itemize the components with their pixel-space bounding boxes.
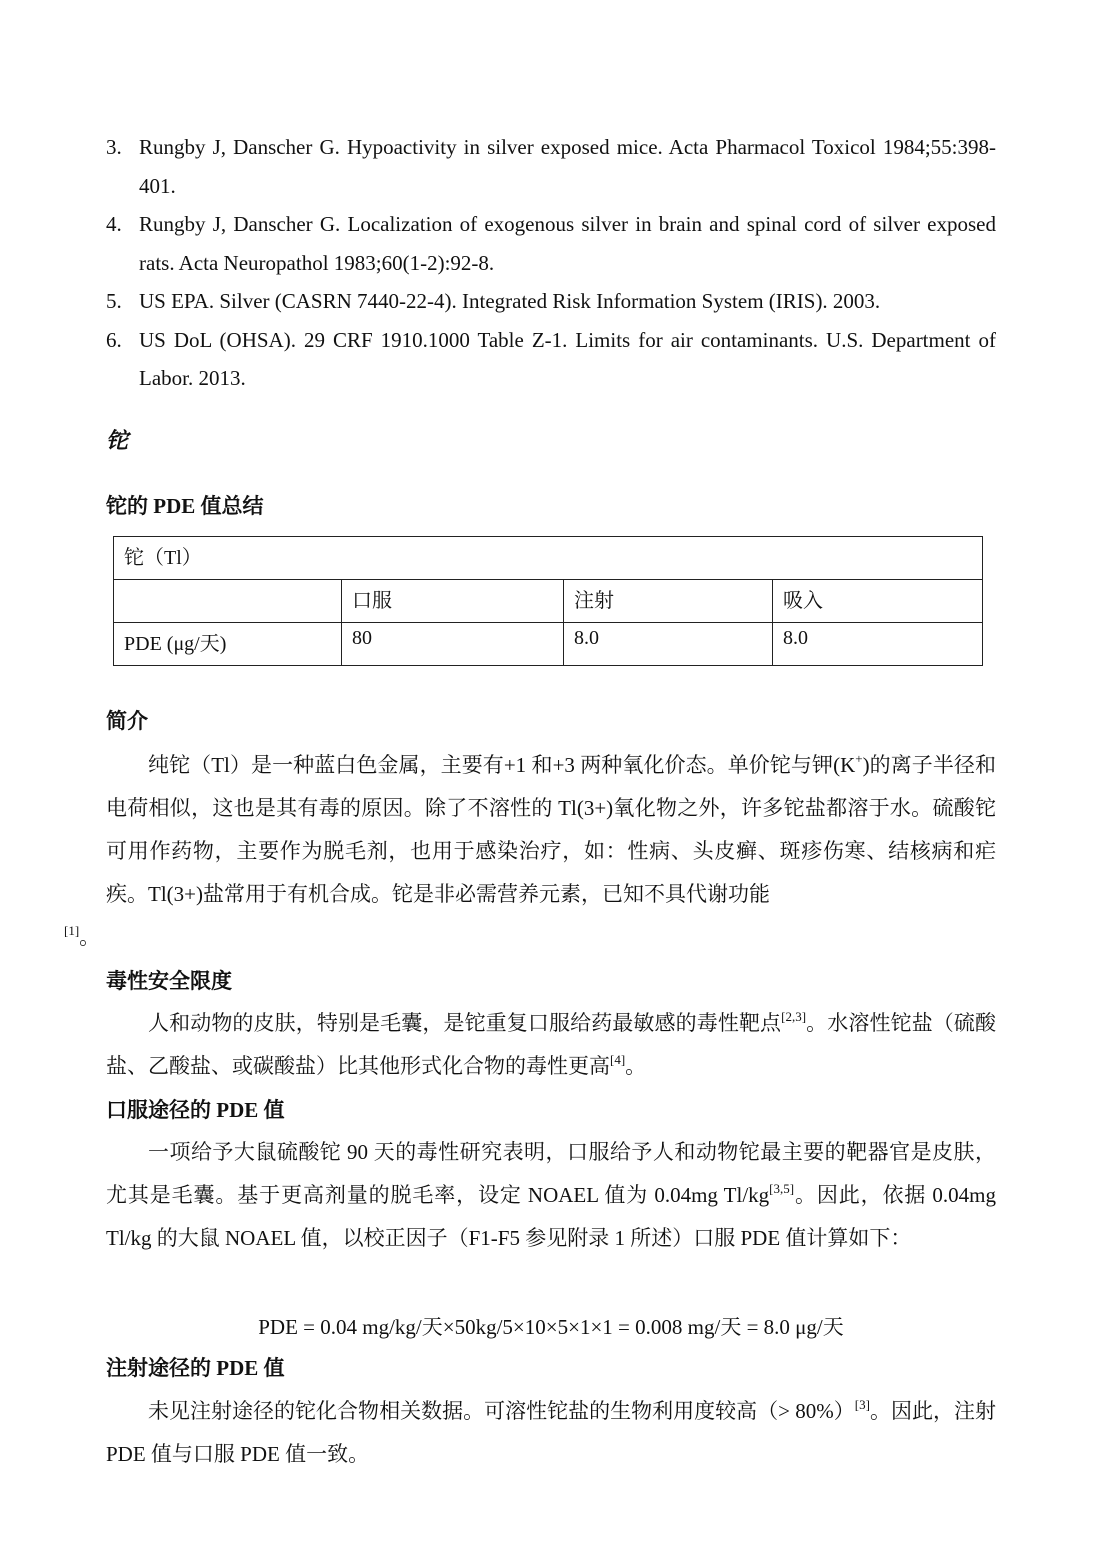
table-cell: 8.0 [773, 623, 983, 666]
intro-heading: 简介 [106, 709, 148, 733]
table-header-cell: 吸入 [773, 580, 983, 623]
reference-item [106, 205, 996, 282]
citation: [3] [854, 1397, 870, 1412]
text-run: 。水溶性铊盐（硫酸盐、乙酸盐、或碳酸盐）比其他形式化合物的毒性更高 [106, 1011, 997, 1078]
table-cell: 80 [342, 623, 564, 666]
element-title: 铊 [106, 428, 129, 453]
text-run: )的离子半径和电荷相似，这也是其有毒的原因。除了不溶性的 Tl(3+)氧化物之外，许多铊盐都溶于水。硫酸铊可用作药物，主要作为脱毛剂，也用于感染治疗，如：性病、头皮癣、斑疹伤寒、结核病和疟疾。Tl(3+)盐常用于有机合成。铊是非必需营养元素，已知不具代谢功能 [106, 753, 996, 906]
table-cell: 8.0 [564, 623, 773, 666]
table-title-row [114, 537, 983, 580]
reference-number: 3. [106, 135, 122, 159]
citation: [4] [610, 1052, 626, 1067]
reference-item [106, 321, 996, 398]
table-cell: PDE (μg/天) [114, 623, 342, 666]
citation: [3,5] [769, 1181, 795, 1196]
reference-item [106, 128, 996, 205]
parenteral-paragraph [106, 1390, 996, 1476]
reference-text: US EPA. Silver (CASRN 7440-22-4). Integrated Risk Information System (IRIS). 2003. [139, 289, 881, 313]
superscript: + [855, 751, 863, 766]
text-run: 一项给予大鼠硫酸铊 90 天的毒性研究表明，口服给予人和动物铊最主要的靶器官是皮肤，尤其是毛囊。基于更高剂量的脱毛率，设定 NOAEL 值为 0.04mg Tl/kg [106, 1140, 996, 1207]
table-row [114, 623, 983, 666]
citation: [1] [64, 923, 80, 938]
intro-paragraph [64, 744, 996, 959]
text-run: 人和动物的皮肤，特别是毛囊，是铊重复口服给药最敏感的毒性靶点 [148, 1011, 782, 1035]
summary-heading: 铊的 PDE 值总结 [106, 494, 264, 518]
citation: [2,3] [781, 1009, 807, 1024]
reference-list [106, 128, 996, 398]
reference-item [106, 282, 996, 321]
parenteral-heading: 注射途径的 PDE 值 [106, 1356, 285, 1380]
reference-number: 6. [106, 327, 122, 352]
text-run: 未见注射途径的铊化合物相关数据。可溶性铊盐的生物利用度较高（> 80%） [148, 1399, 855, 1423]
oral-heading: 口服途径的 PDE 值 [106, 1098, 285, 1122]
reference-number: 4. [106, 212, 122, 236]
text-run: 。 [79, 925, 101, 949]
reference-text: Rungby J, Danscher G. Localization of exogenous silver in brain and spinal cord of silver exposed rats. Acta Neuropathol 1983;60(1-2):92-8. [139, 212, 996, 275]
oral-paragraph [106, 1131, 996, 1260]
table-header-cell [114, 580, 342, 623]
table-header-cell: 口服 [342, 580, 564, 623]
pde-formula: PDE = 0.04 mg/kg/天×50kg/5×10×5×1×1 = 0.008 mg/天 = 8.0 μg/天 [258, 1315, 844, 1339]
toxicity-heading: 毒性安全限度 [106, 969, 232, 993]
text-run: 纯铊（Tl）是一种蓝白色金属，主要有+1 和+3 两种氧化价态。单价铊与钾(K [148, 753, 856, 777]
reference-text: Rungby J, Danscher G. Hypoactivity in silver exposed mice. Acta Pharmacol Toxicol 1984;55:398-401. [139, 135, 996, 198]
reference-text: US DoL (OHSA). 29 CRF 1910.1000 Table Z-1. Limits for air contaminants. U.S. Department of Labor. 2013. [139, 327, 996, 390]
table-title-cell: 铊（Tl） [114, 537, 983, 580]
table-header-row [114, 580, 983, 623]
table-header-cell: 注射 [564, 580, 773, 623]
text-run: 。因此，注射 PDE 值与口服 PDE 值一致。 [106, 1399, 997, 1466]
text-run: 。因此，依据 0.04mg Tl/kg 的大鼠 NOAEL 值，以校正因子（F1-F5 参见附录 1 所述）口服 PDE 值计算如下： [106, 1183, 996, 1250]
pde-summary-table [113, 536, 983, 666]
text-run: 。 [625, 1054, 647, 1078]
toxicity-paragraph [106, 1002, 996, 1088]
reference-number: 5. [106, 289, 122, 313]
